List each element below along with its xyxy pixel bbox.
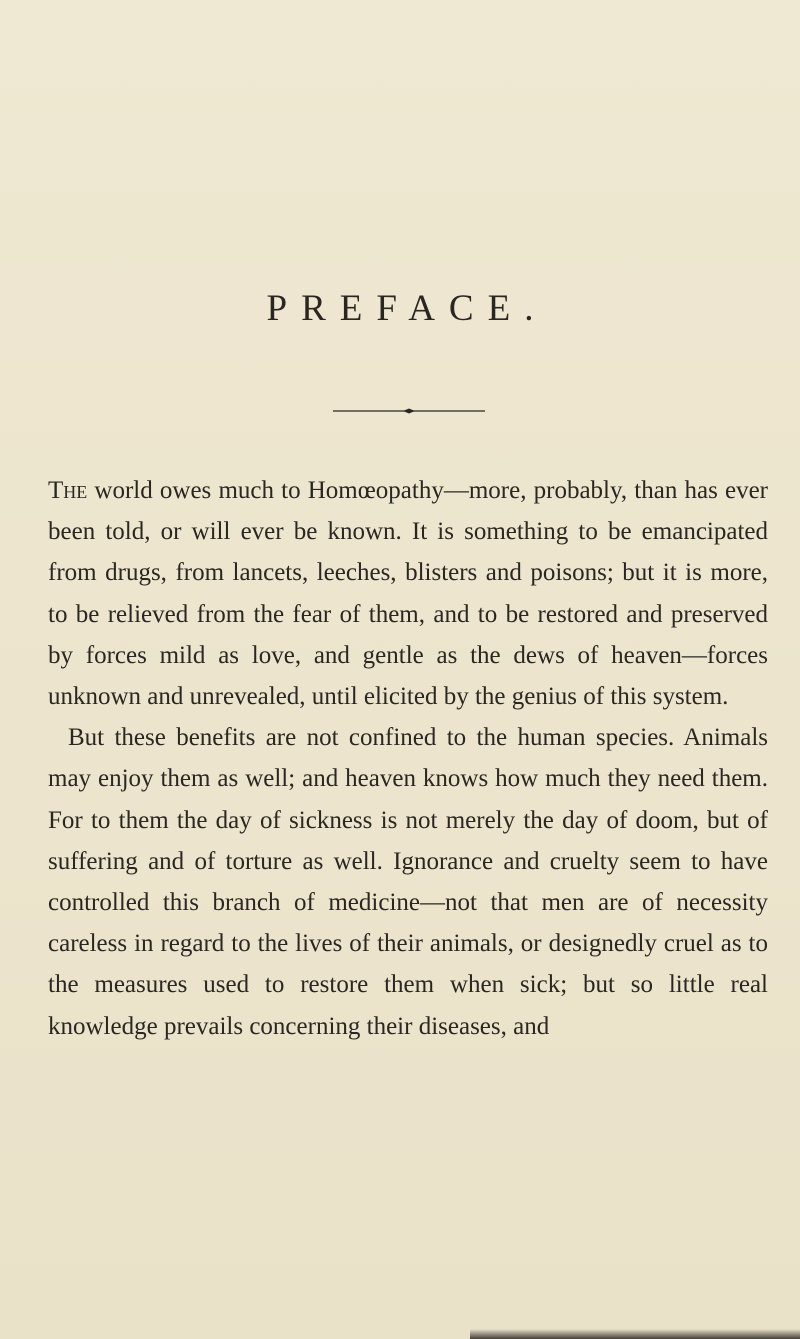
paragraph-text: world owes much to Homœopathy—more, probably, than has ever been told, or will ever be known. It is something to be emancipated from drugs, from lancets, leeches, blisters and poisons; but it is more, to be relieved from the fear of them, and to be restored and preserved by forces mild as love, and gentle as the dews of heaven—forces unknown and unrevealed, until elicited by the genius of this system. — [48, 477, 768, 711]
paragraph-1 — [48, 470, 768, 717]
page-edge-shadow — [470, 1329, 800, 1339]
paragraph-text: But these benefits are not confined to the human species. Animals may enjoy them as well; and heaven knows how much they need them. For to them the day of sickness is not merely the day of doom, but of suffering and of torture as well. Ignorance and cruelty seem to have controlled this branch of medicine—not that men are of necessity careless in regard to the lives of their animals, or designedly cruel as to the measures used to restore them when sick; but so little real knowledge prevails concerning their diseases, and — [48, 724, 768, 1040]
body-text — [48, 470, 768, 1047]
divider-ornament — [333, 408, 485, 414]
paragraph-2 — [48, 717, 768, 1047]
paragraph-lead-word: The — [48, 477, 88, 504]
page-title: PREFACE. — [266, 288, 548, 329]
